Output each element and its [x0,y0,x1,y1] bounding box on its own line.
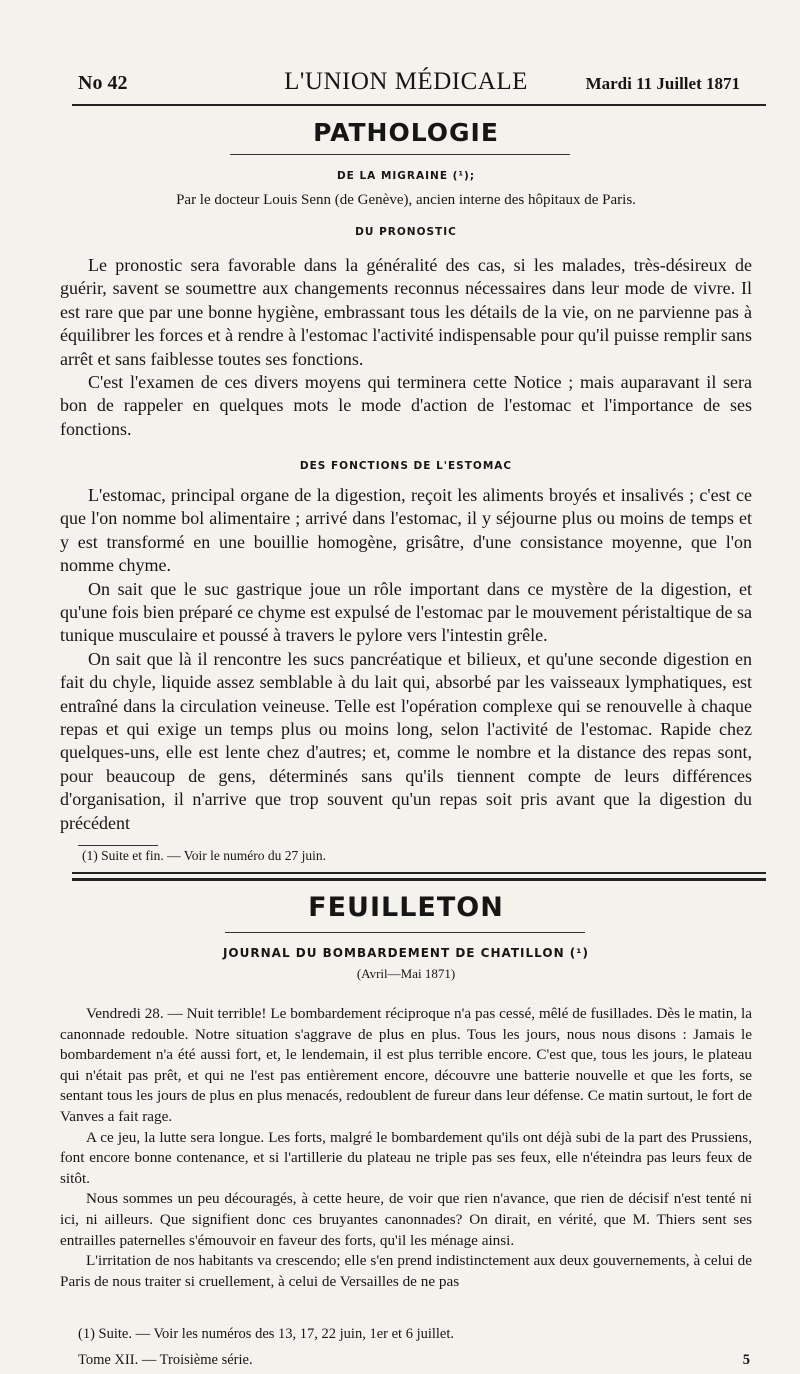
article-title-chatillon: JOURNAL DU BOMBARDEMENT DE CHATILLON (¹) [222,946,590,960]
page-footer [78,1352,750,1369]
paragraph: Nous sommes un peu découragés, à cette heure, de voir que rien n'avance, que rien de décisif n'est tenté ni ici, ni ailleurs. Que signifient donc ces bruyantes canonnades? On dirait, en vérité, que M. Thiers sent ses entrailles paternelles s'émouvoir en faveur des forts, qu'il les ménage ainsi. [60,1190,752,1249]
feuilleton-rule-1 [72,872,766,874]
section-underline [225,932,585,933]
paragraph: C'est l'examen de ces divers moyens qui terminera cette Notice ; mais auparavant il sera bon de rappeler en quelques mots le mode d'action de l'estomac et l'importance de ses fonctions. [60,372,752,439]
section-title-pathologie: PATHOLOGIE [313,118,499,147]
section-title-feuilleton: FEUILLETON [308,892,504,923]
paragraph: L'irritation de nos habitants va crescendo; elle s'en prend indistinctement aux deux gouvernements, à celui de Paris de nous traiter si cruellement, à celui de Versailles de ne pas [60,1252,752,1290]
subheading-fonctions: DES FONCTIONS DE L'ESTOMAC [299,460,513,472]
paragraph: Vendredi 28. — Nuit terrible! Le bombardement réciproque n'a pas cessé, mêlé de fusillades. Dès le matin, la canonnade redouble. Notre situation s'aggrave de plus en plus. Tous les jours, nous nous disons : Jamais le bombardement n'a été aussi fort, et, le lendemain, il est plus terrible encore. C'est que, tous les jours, le plateau qui n'était pas prêt, et qui ne l'est pas entièrement encore, découvre une batterie nouvelle et que les forts, se sentant tous les jours de plus en plus menacés, redoublent de fureur dans leur défense. Ce matin surtout, le fort de Vanves a fait rage. [60,1005,752,1125]
journal-title: L'UNION MÉDICALE [284,68,528,95]
paragraph: On sait que là il rencontre les sucs pancréatique et bilieux, et qu'une seconde digestion en fait du chyle, liquide assez semblable à du lait qui, absorbé par les vaisseaux lymphatiques, est entraîné dans la circulation veineuse. Telle est l'opération complexe qui se renouvelle à chaque repas et qui exige un temps plus ou moins long, selon l'activité de l'estomac. Rapide chez quelques-uns, elle est lente chez d'autres; et, comme le nombre et la distance des repas sont, pour beaucoup de gens, déterminés sans qu'ils tiennent compte de leurs différences d'organisation, il n'arrive que trop souvent qu'un repas soit pris avant que la digestion du précédent [60,648,752,833]
article-byline: Par le docteur Louis Senn (de Genève), ancien interne des hôpitaux de Paris. [176,192,636,208]
article-title-migraine: DE LA MIGRAINE (¹); [336,170,476,182]
page-header [60,66,752,98]
tome-series: Tome XII. — Troisième série. [78,1352,253,1368]
issue-number: No 42 [78,72,128,94]
footnote-rule [78,845,158,846]
paragraph: On sait que le suc gastrique joue un rôle important dans ce mystère de la digestion, et qu'une fois bien préparé ce chyme est expulsé de l'estomac par le mouvement péristaltique de sa tunique musculaire et poussé à travers le pylore vers l'intestin grêle. [60,578,752,646]
feuilleton-rule-2 [72,878,766,881]
footnote-pathologie: (1) Suite et fin. — Voir le numéro du 27 juin. [82,848,326,863]
feuilleton-text [60,1004,752,1292]
footnote-feuilleton: (1) Suite. — Voir les numéros des 13, 17, 22 juin, 1er et 6 juillet. [78,1326,455,1342]
fonctions-text [60,484,752,835]
paragraph: A ce jeu, la lutte sera longue. Les forts, malgré le bombardement qu'ils ont déjà subi de la part des Prussiens, font encore bonne contenance, et si l'artillerie du plateau ne triple pas ses feux, elle n'éteindra pas leurs feux de sitôt. [60,1128,752,1187]
paragraph: L'estomac, principal organe de la digestion, reçoit les aliments broyés et insalivés ; c'est ce que l'on nomme bol alimentaire ; arrivé dans l'estomac, il y séjourne plus ou moins de temps et y est transformé en une bouillie homogène, grisâtre, d'une consistance moyenne, que l'on nomme chyme. [60,485,752,576]
page-number: 5 [742,1352,750,1368]
header-rule [72,104,766,106]
paragraph: Le pronostic sera favorable dans la généralité des cas, si les malades, très-désireux de guérir, savent se soumettre aux changements reconnus nécessaires dans leur mode de vivre. Il est rare que par une bonne hygiène, embrassant tous les détails de la vie, on ne parvienne pas à équilibrer les forces et à rendre à l'estomac l'activité indispensable pour qu'il puisse remplir sans arrêt et sans faiblesse toutes ses fonctions. [60,255,752,369]
pronostic-text [60,254,752,441]
subheading-pronostic: DU PRONOSTIC [355,226,457,238]
issue-date: Mardi 11 Juillet 1871 [585,74,740,93]
article-dates: (Avril—Mai 1871) [356,966,456,981]
section-underline [230,154,570,155]
